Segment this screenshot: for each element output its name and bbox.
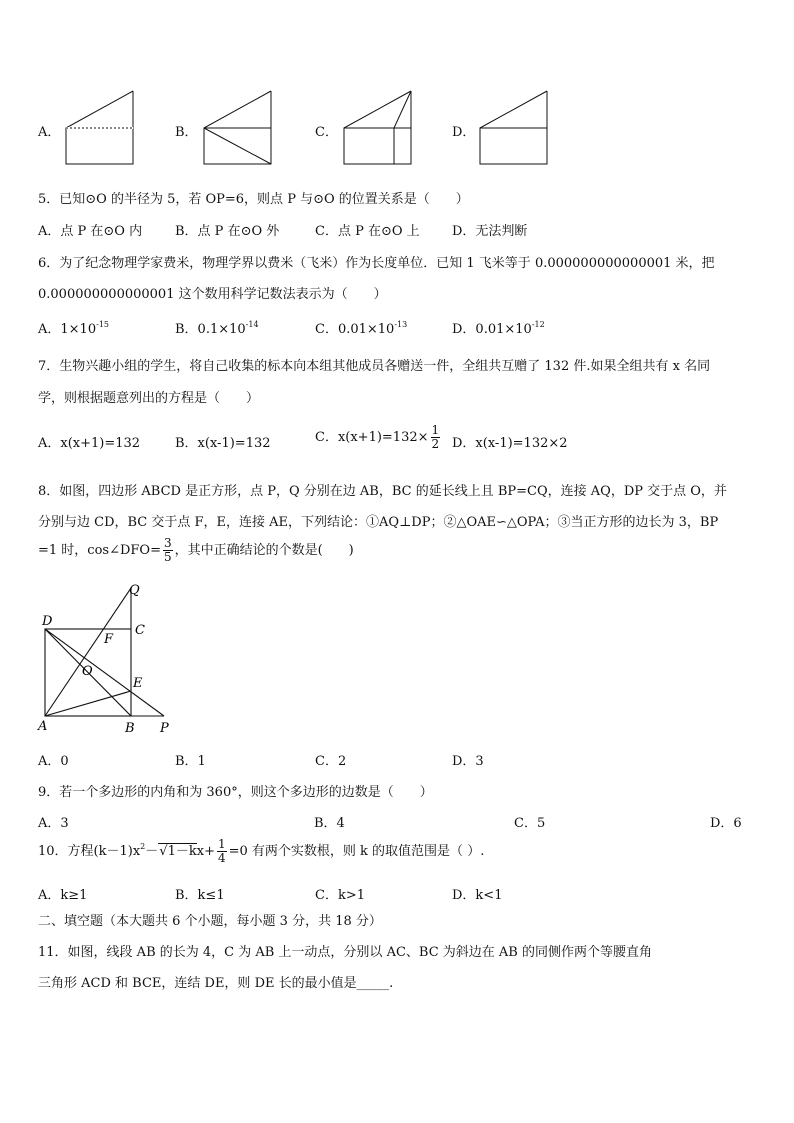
q6-stem-line2: 0.000000000000001 这个数用科学记数法表示为（ ） (38, 287, 387, 302)
q8-label-p: P (160, 721, 169, 736)
q8-fraction: $\frac{3}{5}$ (163, 536, 172, 564)
q5-option-a: A．点 P 在⊙O 内 (38, 224, 143, 239)
q8-option-c: C．2 (315, 754, 347, 769)
q8-label-a: A (38, 719, 48, 734)
q4-option-d-label: D． (452, 125, 476, 140)
section2-title: 二、填空题（本大题共 6 个小题，每小题 3 分，共 18 分） (38, 914, 382, 929)
q5-option-b: B．点 P 在⊙O 外 (175, 224, 280, 239)
q8-label-b: B (125, 721, 135, 736)
q10-option-b: B．k≤1 (175, 888, 225, 903)
q4-option-c-figure (340, 88, 415, 168)
q8-label-e: E (133, 676, 143, 691)
q10-equation: $(k-1)x^2-√1-kx+$ $\frac{1}{4}$ =0 (93, 837, 248, 865)
q9-option-c: C．5 (514, 816, 546, 831)
q4-option-c-label: C． (315, 125, 338, 140)
q6-stem-line1: 6．为了纪念物理学家费米，物理学界以费米（飞米）作为长度单位．已知 1 飞米等于 0.000000000000001 米，把 (38, 256, 715, 271)
q11-stem-line1: 11．如图，线段 AB 的长为 4，C 为 AB 上一动点，分别以 AC、BC 为斜边在 AB 的同侧作两个等腰直角 (38, 945, 652, 960)
q8-label-c: C (135, 623, 145, 638)
q8-figure (30, 580, 190, 740)
q7-stem-line2: 学，则根据题意列出的方程是（ ） (38, 391, 260, 406)
q8-stem-line2: 分别与边 CD，BC 交于点 F，E，连接 AE，下列结论：①AQ⊥DP；②△OAE∽△OPA；③当正方形的边长为 3，BP (38, 515, 719, 530)
q7-option-d: D．x(x-1)=132×2 (452, 436, 568, 451)
q11-answer-blank[interactable]: _____ (356, 976, 390, 991)
q4-option-b-label: B． (175, 125, 198, 140)
q4-option-d-figure (476, 88, 551, 168)
q8-label-q: Q (129, 583, 140, 598)
q6-option-a: A．$1\times 10^{-15}$ (38, 320, 109, 337)
q8-option-b: B．1 (175, 754, 206, 769)
q10-fraction: $\frac{1}{4}$ (217, 837, 226, 865)
q10-option-c: C．k>1 (315, 888, 365, 903)
q10-stem: 10．方程$(k-1)x^2-√1-kx+$ $\frac{1}{4}$ =0 有两个实数根，则 k 的取值范围是（ ）. (38, 837, 485, 865)
q4-option-b-figure (200, 88, 275, 168)
q9-option-d: D．6 (710, 816, 742, 831)
q5-option-c: C．点 P 在⊙O 上 (315, 224, 420, 239)
q6-option-b: B．$0.1\times 10^{-14}$ (175, 320, 259, 337)
q6-option-c: C．$0.01\times 10^{-13}$ (315, 320, 408, 337)
q7-option-b: B．x(x-1)=132 (175, 436, 271, 451)
q9-option-b: B．4 (314, 816, 345, 831)
q9-option-a: A．3 (38, 816, 69, 831)
q8-label-f: F (104, 632, 114, 647)
q5-stem: 5．已知⊙O 的半径为 5，若 OP=6，则点 P 与⊙O 的位置关系是（ ） (38, 192, 469, 207)
q8-option-d: D．3 (452, 754, 484, 769)
q9-stem: 9．若一个多边形的内角和为 360°，则这个多边形的边数是（ ） (38, 785, 433, 800)
q11-stem-line2: 三角形 ACD 和 BCE，连结 DE，则 DE 长的最小值是_____. (38, 976, 394, 991)
q8-option-a: A．0 (38, 754, 69, 769)
q6-option-d: D．$0.01\times 10^{-12}$ (452, 320, 545, 337)
q7-fraction: $\frac{1}{2}$ (431, 423, 440, 451)
q10-option-d: D．k<1 (452, 888, 503, 903)
q4-option-a-figure (62, 88, 137, 168)
q7-option-c: C．x(x+1)=132× $\frac{1}{2}$ (315, 423, 440, 451)
q10-option-a: A．k≥1 (38, 888, 88, 903)
q8-stem-line3: =1 时，cos∠DFO= $\frac{3}{5}$ ，其中正确结论的个数是( ) (38, 536, 354, 564)
q7-option-a: A．x(x+1)=132 (38, 436, 141, 451)
q4-option-a-label: A． (38, 125, 61, 140)
q8-label-d: D (42, 614, 53, 629)
q7-stem-line1: 7．生物兴趣小组的学生，将自己收集的标本向本组其他成员各赠送一件，全组共互赠了 132 件.如果全组共有 x 名同 (38, 359, 711, 374)
q8-label-o: O (82, 664, 93, 679)
q8-stem-line1: 8．如图，四边形 ABCD 是正方形，点 P，Q 分别在边 AB，BC 的延长线上且 BP=CQ，连接 AQ，DP 交于点 O，并 (38, 484, 727, 499)
q5-option-d: D．无法判断 (452, 224, 528, 239)
